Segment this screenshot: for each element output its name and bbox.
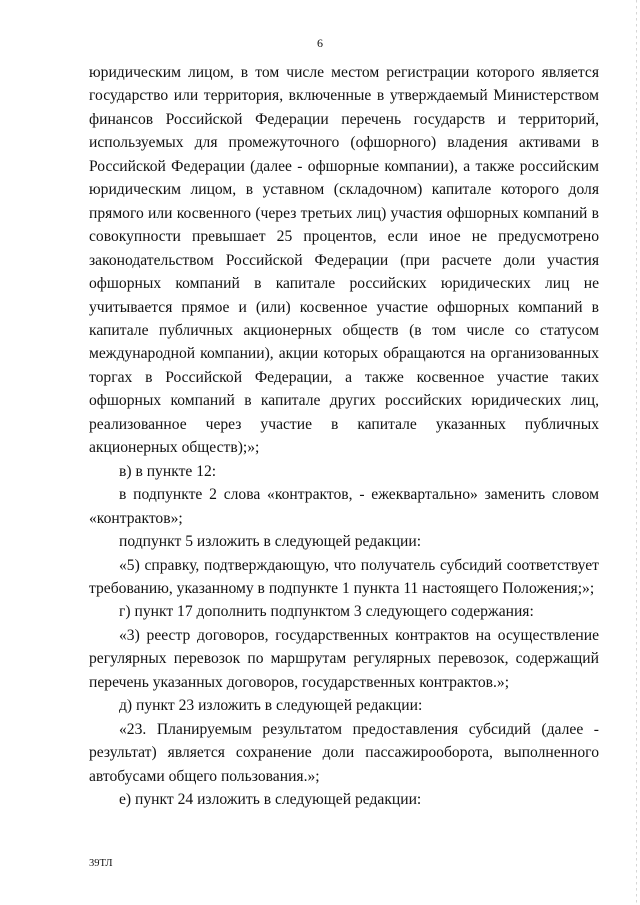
paragraph: подпункт 5 изложить в следующей редакции:	[119, 533, 422, 551]
paragraph: «23. Планируемым результатом предоставления субсидий (далее - результат) является сохранение доли пассажирооборота, выполненного автобусами общего пользования.»;	[89, 720, 599, 785]
paragraph: д) пункт 23 изложить в следующей редакции:	[119, 697, 423, 715]
paragraph: «3) реестр договоров, государственных контрактов на осуществление регулярных перевозок по маршрутам регулярных перевозок, содержащий перечень указанных договоров, государственных контрактов.»;	[89, 626, 599, 691]
paragraph: в подпункте 2 слова «контрактов, - ежеквартально» заменить словом «контрактов»;	[89, 486, 599, 527]
paragraph: г) пункт 17 дополнить подпунктом 3 следующего содержания:	[119, 603, 534, 621]
document-body	[89, 61, 599, 812]
paragraph: «5) справку, подтверждающую, что получатель субсидий соответствует требованию, указанному в подпункте 1 пункта 11 настоящего Положения;»;	[89, 556, 599, 597]
paragraph: в) в пункте 12:	[119, 462, 217, 480]
page-number: 6	[317, 36, 323, 50]
paragraph: юридическим лицом, в том числе местом регистрации которого является государство или территория, включенные в утверждаемый Министерством финансов Российской Федерации перечень государств и территорий, используемых для промежуточного (офшорного) владения активами в Российской Федерации (далее - офшорные компании), а также российским юридическим лицом, в уставном (складочном) капитале которого доля прямого или косвенного (через третьих лиц) участия офшорных компаний в совокупности превышает 25 процентов, если иное не предусмотрено законодательством Российской Федерации (при расчете доли участия офшорных компаний в капитале российских юридических лиц не учитывается прямое и (или) косвенное участие офшорных компаний в капитале публичных акционерных обществ (в том числе со статусом международной компании), акции которых обращаются на организованных торгах в Российской Федерации, а также косвенное участие таких офшорных компаний в капитале других российских юридических лиц, реализованное через участие в капитале указанных публичных акционерных обществ);»;	[89, 64, 599, 457]
scan-edge-border	[636, 0, 637, 905]
document-code: 39ТЛ	[89, 858, 113, 869]
paragraph: е) пункт 24 изложить в следующей редакции:	[119, 791, 422, 809]
